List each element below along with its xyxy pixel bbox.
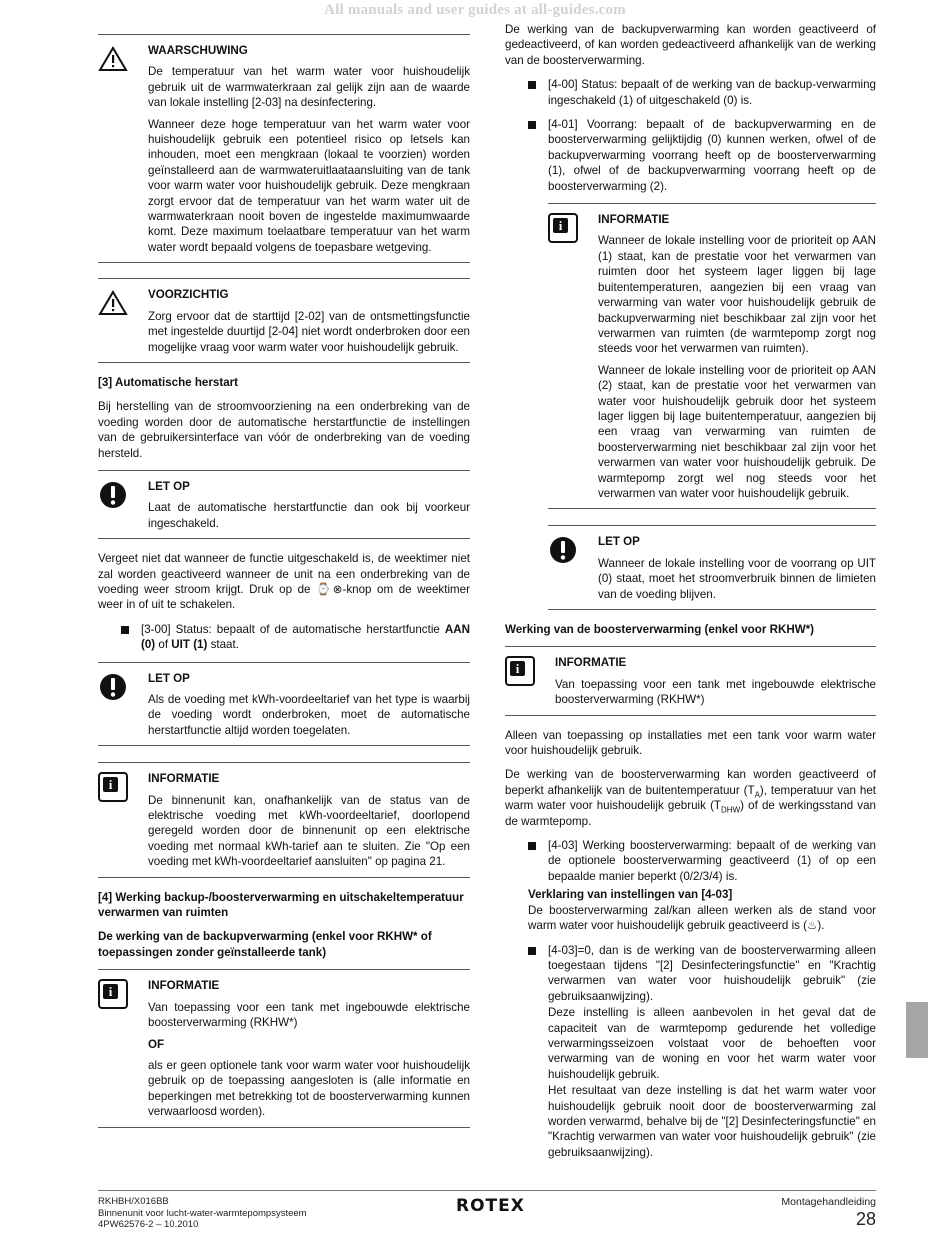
caution-title: VOORZICHTIG xyxy=(148,288,229,302)
warning-title: WAARSCHUWING xyxy=(148,44,248,57)
warning-text: De temperatuur van het warm water voor huishoudelijk gebruik uit de warmwaterkraan zal gelijk zijn aan de waarde van lokale instelling [2-03] na desinfectering. xyxy=(148,65,470,110)
note-title: LET OP xyxy=(148,479,190,493)
body-paragraph: Vergeet niet dat wanneer de functie uitgeschakeld is, de weektimer niet zal worden geactiveerd wanneer de unit na een onderbreking van de voeding weer stroom krijgt. Druk op de ⌚⊗-knop om de weektimer weer in of uit te schakelen. xyxy=(98,552,470,612)
info-icon: i xyxy=(548,213,578,243)
info-text: als er geen optionele tank voor warm water voor huishoudelijk gebruik op de toepassing aangesloten is (alle informatie en beperkingen met betrekking tot de boosterverwarming kunnen verwaarloosd worden). xyxy=(148,1058,470,1119)
chapter-side-tab xyxy=(906,1002,928,1058)
warning-box xyxy=(98,34,470,263)
note-text: Laat de automatische herstartfunctie dan ook bij voorkeur ingeschakeld. xyxy=(148,501,470,530)
info-icon: i xyxy=(505,656,535,686)
footer-doctype: Montagehandleiding xyxy=(781,1196,876,1208)
body-paragraph: Alleen van toepassing op installaties met een tank voor warm water voor huishoudelijk gebruik. xyxy=(505,728,876,758)
footer-right xyxy=(781,1196,876,1229)
info-title: INFORMATIE xyxy=(555,656,627,670)
footer-left xyxy=(98,1196,307,1231)
body-paragraph: Bij herstelling van de stroomvoorziening na een onderbreking van de voeding worden door de automatische herstartfunctie de instellingen van de gebruikersinterface van vóór de onderbreking van de voeding hersteld. xyxy=(98,400,470,460)
warning-text: Wanneer deze hoge temperatuur van het warm water voor huishoudelijk gebruik een potentieel risico op letsels kan inhouden, moet een mengkraan (lokaal te voorzien) worden geïnstalleerd aan de warmwateruitlaataansluiting van de tank voor warm water voor huishoudelijk gebruik. Deze mengkraan zorgt ervoor dat de temperatuur van het warm water uit de warmwaterkraan nooit boven de ingestelde maximumwaarde komt. Deze maximum toelaatbare temperatuur van het warm water wordt bepaald volgens de toepasbare wetgeving. xyxy=(148,117,470,254)
left-column xyxy=(98,22,470,1140)
warning-triangle-icon xyxy=(98,44,128,74)
footer-docnum: 4PW62576-2 – 10.2010 xyxy=(98,1219,199,1230)
setting-bullet: [4-01] Voorrang: bepaalt of de backupverwarming en de boosterverwarming gelijktijdig (0) kunnen werken, ofwel of de backupverwarming voorrang heeft op de boosterverwarming (1), ofwel of de backupverwarming voorrang heeft op de boosterverwarming (2). xyxy=(528,117,876,194)
subsection-heading: Verklaring van instellingen van [4-03] xyxy=(528,888,733,902)
bullet-square-icon xyxy=(528,121,536,129)
page-footer xyxy=(98,1190,876,1240)
info-text: Wanneer de lokale instelling voor de prioriteit op AAN (2) staat, kan de prestatie voor het verwarmen van water voor huishoudelijk gebruik door het systeem lager liggen bij lage buitentemperatuur, aangezien bij een vraag van verwarming van ruimten de boosterverwarming niet beschikbaar zal zijn voor het verwarmen van water voor huishoudelijk gebruik. De warmtepomp zorgt wel nog steeds voor het verwarmen van water voor huishoudelijk gebruik. xyxy=(598,363,876,500)
bullet-square-icon xyxy=(528,842,536,850)
bullet-square-icon xyxy=(528,947,536,955)
setting-bullet: [4-03] Werking boosterverwarming: bepaalt of de werking van de optionele boosterverwarming geactiveerd (1) of op een bepaalde manier beperkt (0/2/3/4) is. xyxy=(528,838,876,884)
info-title: INFORMATIE xyxy=(598,213,670,227)
info-or-label: OF xyxy=(148,1037,165,1051)
section-heading: Werking van de boosterverwarming (enkel voor RKHW*) xyxy=(505,623,815,636)
body-paragraph: De werking van de boosterverwarming kan worden geactiveerd of beperkt afhankelijk van de buitentemperatuur $(T_A)$, temperatuur van het warm water voor huishoudelijk gebruik $(T_{DHW})$ of de werkingsstand van de warmtepomp. xyxy=(505,768,876,828)
note-title: LET OP xyxy=(148,671,190,685)
setting-bullet: [4-00] Status: bepaalt of de werking van de backup-verwarming ingeschakeld (1) of uitgeschakeld (0) is. xyxy=(528,77,876,108)
exclamation-circle-icon xyxy=(548,535,578,565)
info-title: INFORMATIE xyxy=(148,979,220,993)
bullet-square-icon xyxy=(528,81,536,89)
right-column xyxy=(505,22,876,1169)
page-number: 28 xyxy=(855,1209,876,1229)
note-text: Wanneer de lokale instelling voor de voorrang op UIT (0) staat, moet het stroomverbruik binnen de limieten van de voeding blijven. xyxy=(598,556,876,601)
note-box xyxy=(98,470,470,539)
info-box xyxy=(505,646,876,715)
info-box xyxy=(98,762,470,877)
footer-product: Binnenunit voor lucht-water-warmtepompsysteem xyxy=(98,1207,307,1219)
note-text: Als de voeding met kWh-voordeeltarief van het type is waarbij de voeding wordt onderbroken, moet de automatische herstartfunctie altijd worden toegelaten. xyxy=(148,693,470,737)
body-paragraph: De werking van de backupverwarming kan worden geactiveerd of gedeactiveerd, of kan worden gedeactiveerd afhankelijk van de werking van de boosterverwarming. xyxy=(505,23,876,67)
info-text: Van toepassing voor een tank met ingebouwde elektrische boosterverwarming (RKHW*) xyxy=(148,1000,470,1030)
section-heading: [3] Automatische herstart xyxy=(98,375,239,389)
info-box xyxy=(98,969,470,1127)
info-icon: i xyxy=(98,772,128,802)
info-text: Van toepassing voor een tank met ingebouwde elektrische boosterverwarming (RKHW*) xyxy=(555,677,876,707)
exclamation-circle-icon xyxy=(98,672,128,702)
info-text: De binnenunit kan, onafhankelijk van de status van de elektrische voeding met kWh-voordeeltarief, doorlopend geregeld worden door de binnenunit op een elektrische voeding met normaal kWh-tarief aan te sluiten. Zie "Op een voeding met kWh-voordeeltarief aansluiten" op pagina 21. xyxy=(148,793,470,869)
section-heading: [4] Werking backup-/boosterverwarming en uitschakeltemperatuur verwarmen van ruimten xyxy=(98,890,464,920)
info-title: INFORMATIE xyxy=(148,772,220,786)
body-paragraph: De boosterverwarming zal/kan alleen werken als de stand voor warm water voor huishoudelijk gebruik geactiveerd is (♨). xyxy=(528,903,876,933)
caution-triangle-icon xyxy=(98,288,128,318)
note-box xyxy=(98,662,470,747)
caution-box xyxy=(98,278,470,363)
note-box xyxy=(548,525,876,610)
bullet-square-icon xyxy=(121,626,129,634)
setting-bullet: [3-00] Status: bepaalt of de automatische herstartfunctie AAN (0) of UIT (1) staat. xyxy=(121,622,470,653)
info-box xyxy=(548,203,876,509)
setting-bullet: [4-03]=0, dan is de werking van de boosterverwarming alleen toegestaan tijdens "[2] Desinfecteringsfunctie" en "Krachtig verwarmen van water voor huishoudelijk gebruik" (zie gebruiksaanwijzing). Deze instelling is alleen aanbevolen in het geval dat de capaciteit van de warmtepomp gedurende het volledige verwarmingsseizoen volstaat voor de behoeften voor verwarming van de woning en voor het warm water voor huishoudelijk gebruik. Het resultaat van deze instelling is dat het warm water voor huishoudelijk gebruik nooit door de boosterverwarming zal worden verwarmd, behalve bij de "[2] Desinfecteringsfunctie" en "Krachtig verwarmen van water voor huishoudelijk gebruik" (zie gebruiksaanwijzing). xyxy=(528,943,876,1161)
info-text: Wanneer de lokale instelling voor de prioriteit op AAN (1) staat, kan de prestatie voor het verwarmen van ruimten door het systeem lager liggen bij lage buitentemperaturen, aangezien bij een vraag van verwarming van water voor huishoudelijk gebruik de backupverwarming niet beschikbaar zal zijn voor het verwarmen van ruimten (de warmtepomp zorgt nog steeds voor het verwarmen van ruimten). xyxy=(598,234,876,356)
caution-text: Zorg ervoor dat de starttijd [2-02] van de ontsmettingsfunctie met ingestelde duurtijd [2-04] niet wordt onderbroken door een mogelijke vraag voor warm water voor huishoudelijk gebruik. xyxy=(148,309,470,354)
subsection-heading: De werking van de backupverwarming (enkel voor RKHW* of toepassingen zonder geïnstalleerde tank) xyxy=(98,930,432,959)
watermark-banner[interactable]: All manuals and user guides at all-guides.com xyxy=(324,2,626,18)
exclamation-circle-icon xyxy=(98,480,128,510)
note-title: LET OP xyxy=(598,535,640,549)
rotex-logo: ROTEX xyxy=(456,1196,525,1216)
info-icon: i xyxy=(98,979,128,1009)
footer-model: RKHBH/X016BB xyxy=(98,1196,169,1207)
